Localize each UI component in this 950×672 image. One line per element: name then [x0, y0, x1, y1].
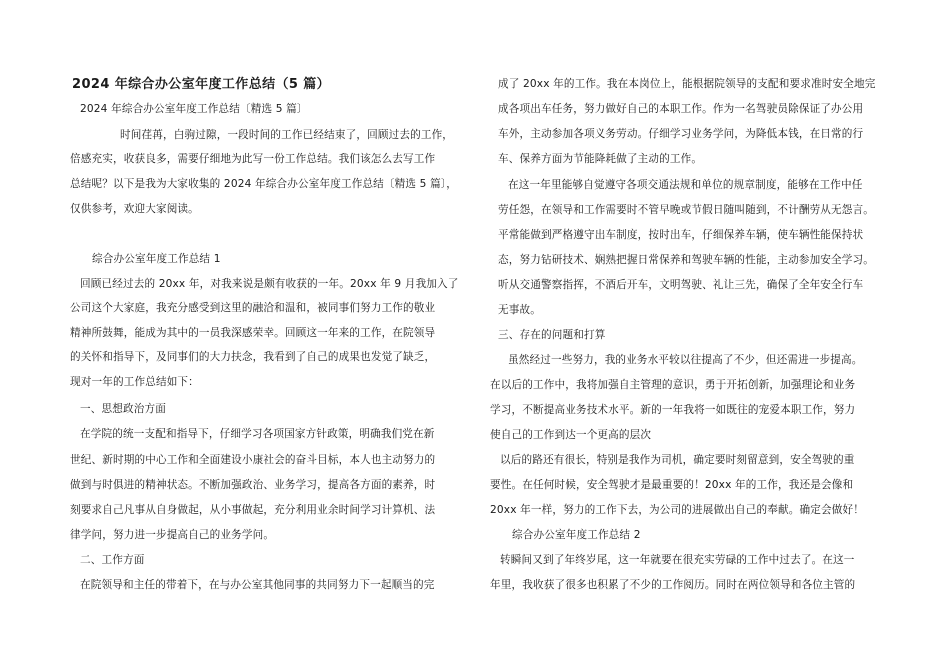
intro-line: 总结呢？以下是我为大家收集的 2024 年综合办公室年度工作总结〔精选 5 篇〕，: [70, 178, 458, 190]
paragraph-line: 的关怀和指导下，及同事们的大力扶念，我看到了自己的成果也发觉了缺乏，: [70, 351, 436, 363]
intro-line: 倍感充实，收获良多，需要仔细地为此写一份工作总结。我们该怎么去写工作: [70, 153, 436, 165]
paragraph-line: 转瞬间又到了年终岁尾，这一年就要在很充实劳碌的工作中过去了。在这一: [500, 554, 855, 566]
paragraph-line: 刻要求自己凡事从自身做起，从小事做起，充分利用业余时间学习计算机、法: [70, 504, 436, 516]
paragraph-line: 以后的路还有很长，特别是我作为司机，确定要时刻留意到，安全驾驶的重: [500, 454, 855, 466]
paragraph-line: 年里，我收获了很多也积累了不少的工作阅历。同时在两位领导和各位主管的: [490, 579, 856, 591]
subheading: 三、存在的问题和打算: [498, 329, 606, 341]
intro-line: 仅供参考，欢迎大家阅读。: [70, 203, 199, 215]
paragraph-line: 现对一年的工作总结如下：: [70, 376, 199, 388]
paragraph-line: 在学院的统一支配和指导下，仔细学习各项国家方针政策，明确我们党在新: [80, 428, 435, 440]
paragraph-line: 劳任怨，在领导和工作需要时不管早晚或节假日随叫随到，不计酬劳从无怨言。: [498, 204, 875, 216]
document-title: 2024 年综合办公室年度工作总结（5 篇）: [72, 77, 331, 92]
paragraph-line: 无事故。: [498, 304, 541, 316]
paragraph-line: 做到与时俱进的精神状态。不断加强政治、业务学习，提高各方面的素养，时: [70, 479, 436, 491]
paragraph-line: 要性。在任何时候，安全驾驶才是最重要的！20xx 年的工作，我还是会像和: [490, 479, 854, 491]
paragraph-line: 虽然经过一些努力，我的业务水平较以往提高了不少，但还需进一步提高。: [508, 354, 863, 366]
paragraph-line: 成了 20xx 年的工作。我在本岗位上，能根据院领导的支配和要求准时安全地完: [498, 78, 876, 90]
paragraph-line: 车、保养方面为节能降耗做了主动的工作。: [498, 153, 703, 165]
paragraph-line: 态，努力钻研技术、娴熟把握日常保养和驾驶车辆的性能，主动参加安全学习。: [498, 254, 875, 266]
subheading: 一、思想政治方面: [80, 403, 166, 415]
paragraph-line: 回顾已经过去的 20xx 年，对我来说是颇有收获的一年。20xx 年 9 月我加入了: [80, 278, 459, 290]
paragraph-line: 在院领导和主任的带着下，在与办公室其他同事的共同努力下一起顺当的完: [80, 579, 435, 591]
paragraph-line: 20xx 年一样，努力的工作下去，为公司的进展做出自己的奉献。确定会做好！: [490, 504, 864, 516]
paragraph-line: 世纪、新时期的中心工作和全面建设小康社会的奋斗目标，本人也主动努力的: [70, 454, 436, 466]
paragraph-line: 精神所鼓舞，能成为其中的一员我深感荣幸。回顾这一年来的工作，在院领导: [70, 327, 436, 339]
subtitle-line: 2024 年综合办公室年度工作总结〔精选 5 篇〕: [80, 103, 308, 115]
paragraph-line: 在这一年里能够自觉遵守各项交通法规和单位的规章制度，能够在工作中任: [508, 179, 863, 191]
paragraph-line: 公司这个大家庭，我充分感受到这里的融洽和温和，被同事们努力工作的敬业: [70, 302, 436, 314]
paragraph-line: 学习，不断提高业务技术水平。新的一年我将一如既往的宠爱本职工作，努力: [490, 404, 856, 416]
section-heading: 综合办公室年度工作总结 2: [512, 529, 641, 541]
section-heading: 综合办公室年度工作总结 1: [92, 253, 221, 265]
paragraph-line: 平常能做到严格遵守出车制度，按时出车，仔细保养车辆，使车辆性能保持状: [498, 229, 864, 241]
paragraph-line: 成各项出车任务，努力做好自己的本职工作。作为一名驾驶员除保证了办公用: [498, 103, 864, 115]
paragraph-line: 听从交通警察指挥，不酒后开车，文明驾驶、礼让三先，确保了全年安全行车: [498, 279, 864, 291]
paragraph-line: 使自己的工作到达一个更高的层次: [490, 429, 652, 441]
paragraph-line: 车外，主动参加各项义务劳动。仔细学习业务学问，为降低本钱，在日常的行: [498, 128, 864, 140]
subheading: 二、工作方面: [80, 554, 145, 566]
intro-line: 时间荏苒，白驹过隙，一段时间的工作已经结束了，回顾过去的工作，: [120, 129, 454, 141]
paragraph-line: 律学问，努力进一步提高自己的业务学问。: [70, 529, 275, 541]
paragraph-line: 在以后的工作中，我将加强自主管理的意识，勇于开拓创新，加强理论和业务: [490, 379, 856, 391]
